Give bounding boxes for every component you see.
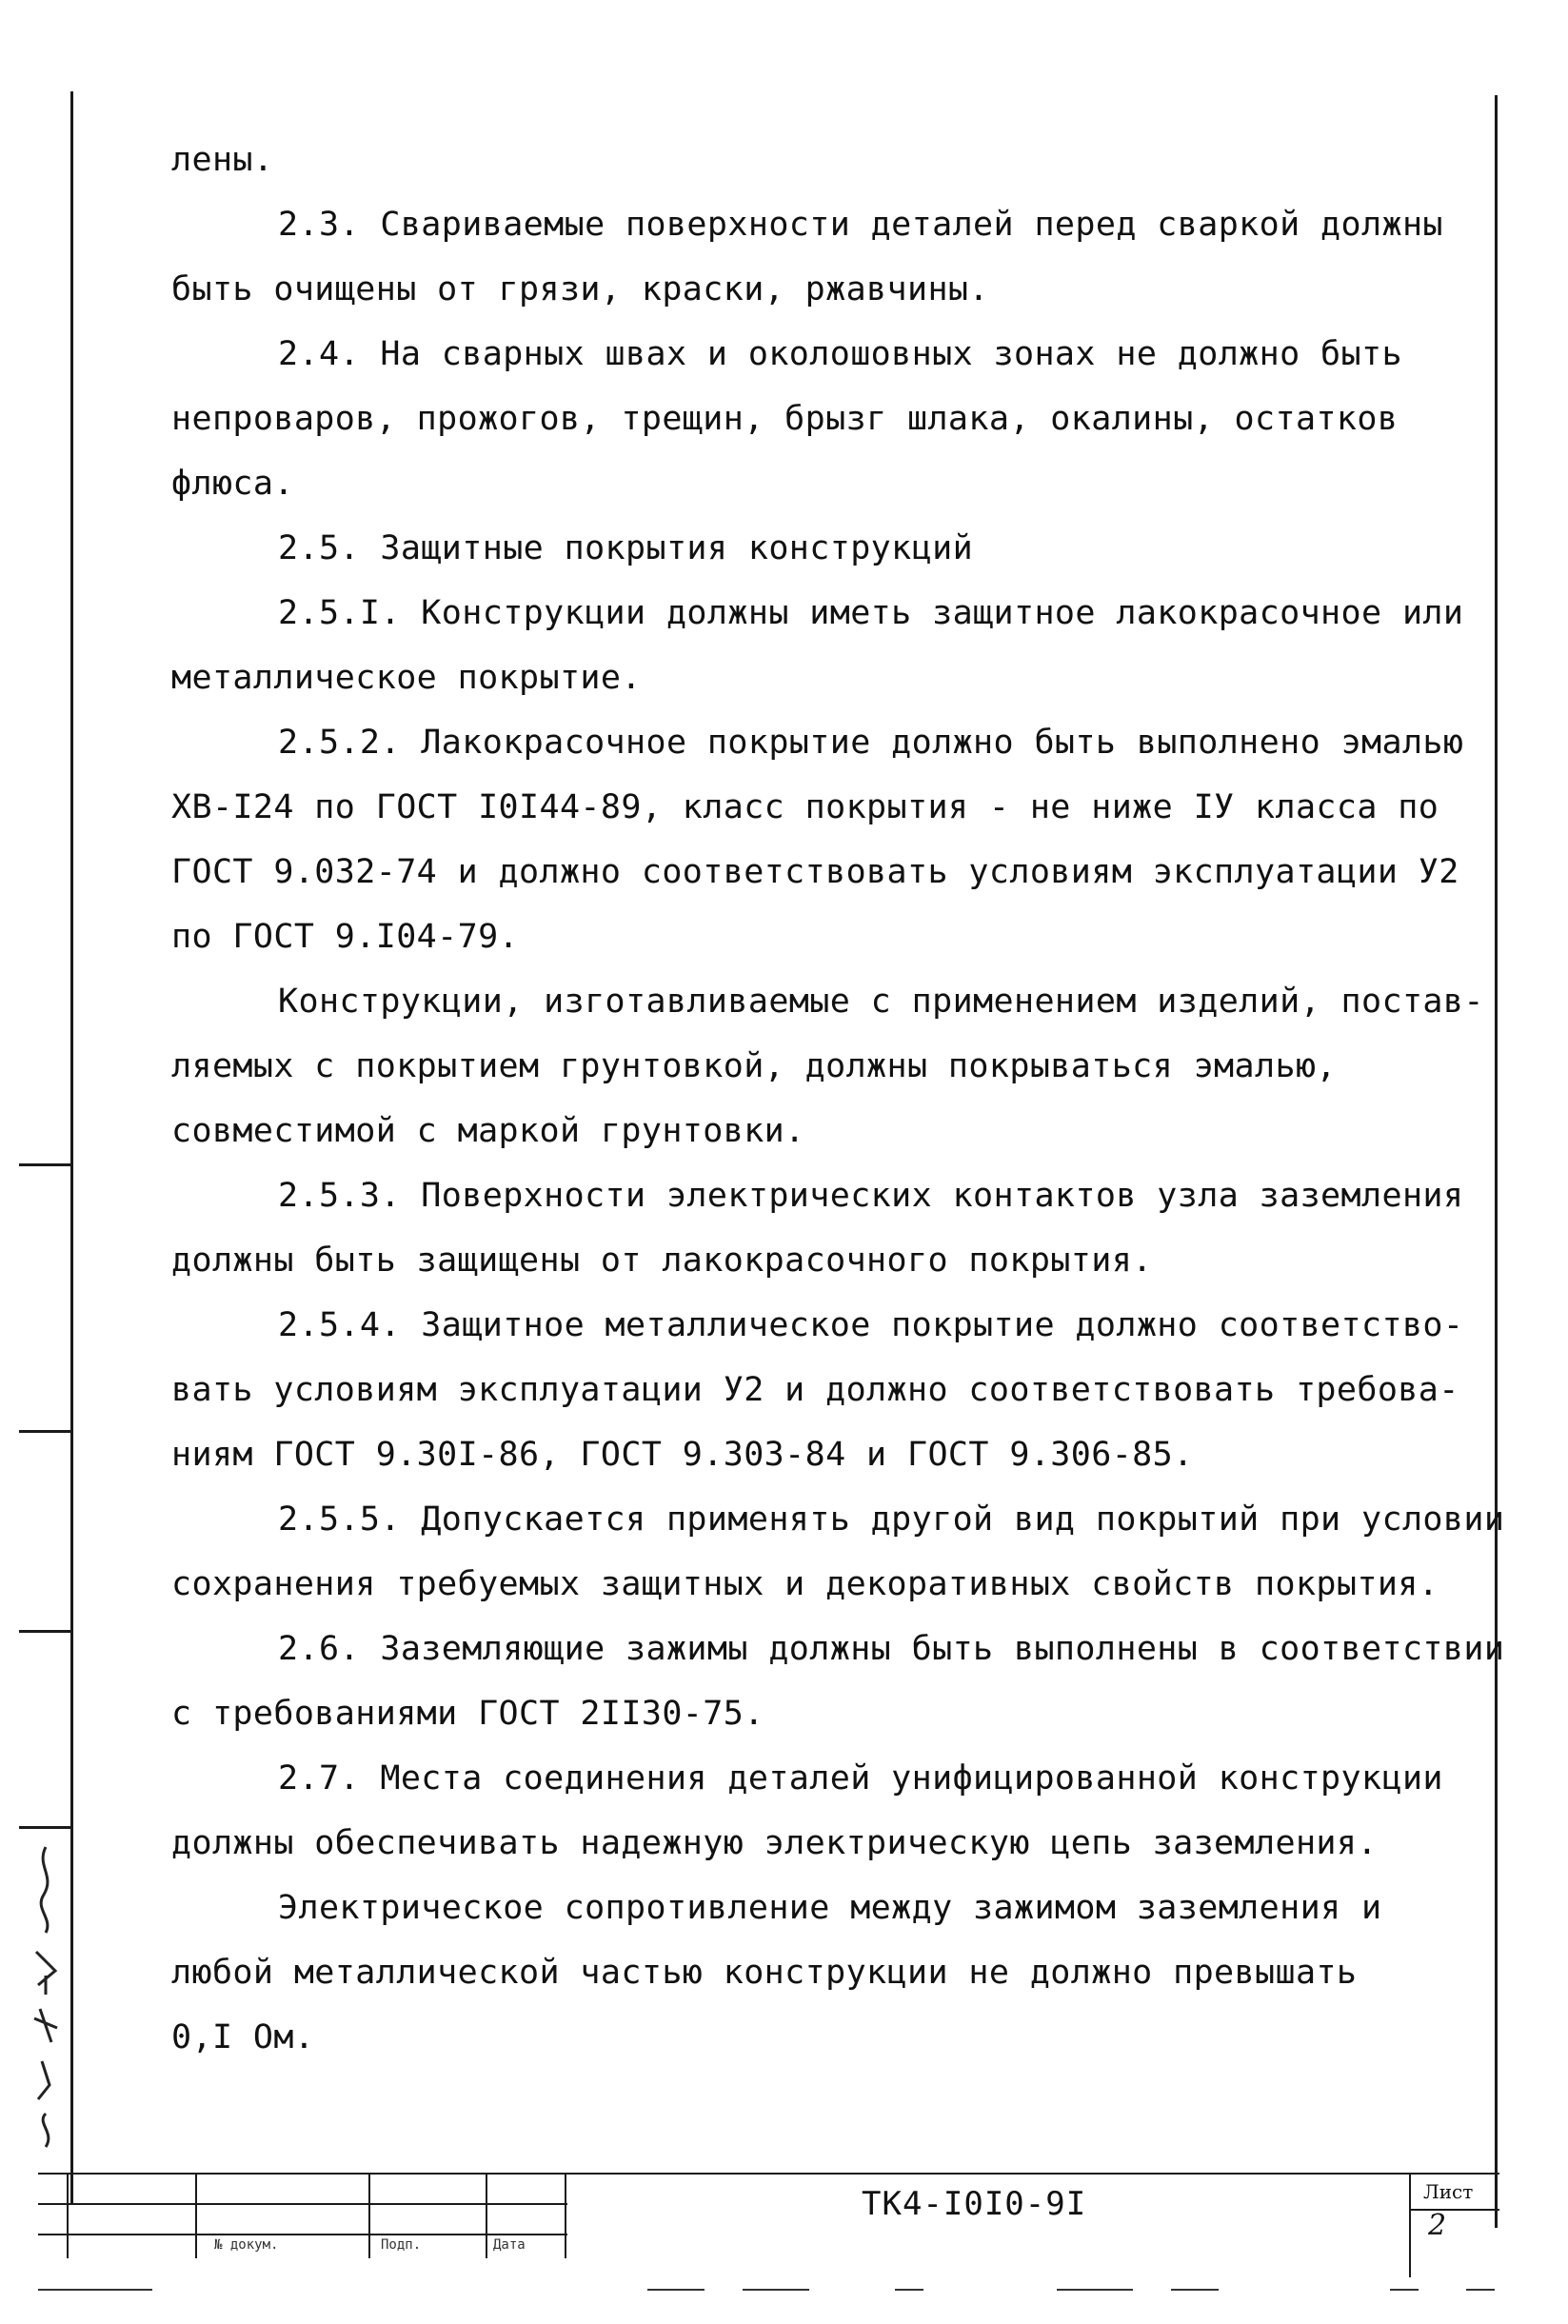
text-line: ГОСТ 9.032-74 и должно соответствовать условиям эксплуатации У2 <box>171 853 1459 891</box>
bottom-dash <box>38 2289 152 2291</box>
text-line: вать условиям эксплуатации У2 и должно соответствовать требова- <box>171 1371 1459 1409</box>
bottom-dash <box>647 2289 705 2291</box>
bottom-dash <box>1171 2289 1219 2291</box>
title-block-col-rule <box>67 2173 69 2258</box>
title-block-top-rule <box>38 2173 1499 2175</box>
text-line: должны обеспечивать надежную электрическую цепь заземления. <box>171 1824 1378 1862</box>
text-line: должны быть защищены от лакокрасочного покрытия. <box>171 1241 1153 1280</box>
title-block-row-rule <box>38 2203 567 2205</box>
title-block-col-rule <box>195 2173 197 2258</box>
margin-tick <box>19 1163 72 1166</box>
column-caption-date: Дата <box>493 2237 526 2253</box>
text-line: 2.5.4. Защитное металлическое покрытие должно соответство- <box>278 1306 1464 1344</box>
section-heading: 2.5. Защитные покрытия конструкций <box>278 529 974 567</box>
text-line: быть очищены от грязи, краски, ржавчины. <box>171 270 989 308</box>
title-block-col-rule <box>565 2173 566 2258</box>
text-line: металлическое покрытие. <box>171 659 642 697</box>
text-line: 2.4. На сварных швах и околошовных зонах не должно быть <box>278 335 1402 373</box>
text-line: 2.7. Места соединения деталей унифицированной конструкции <box>278 1759 1443 1798</box>
text-line: Электрическое сопротивление между зажимом заземления и <box>278 1889 1382 1927</box>
text-line: 2.5.3. Поверхности электрических контактов узла заземления <box>278 1177 1464 1215</box>
title-block-col-rule <box>368 2173 370 2258</box>
text-line: совместимой с маркой грунтовки. <box>171 1112 805 1150</box>
text-line: по ГОСТ 9.I04-79. <box>171 918 520 956</box>
text-line: любой металлической частью конструкции не должно превышать <box>171 1954 1358 1992</box>
margin-tick <box>19 1430 72 1433</box>
bottom-dash <box>1057 2289 1133 2291</box>
text-line: ниям ГОСТ 9.30I-86, ГОСТ 9.303-84 и ГОСТ 9.306-85. <box>171 1436 1194 1474</box>
title-block-row-rule <box>38 2234 567 2235</box>
bottom-dash <box>895 2289 923 2291</box>
text-line: непроваров, прожогов, трещин, брызг шлака, окалины, остатков <box>171 400 1399 438</box>
text-line: с требованиями ГОСТ 2II30-75. <box>171 1695 764 1733</box>
handwritten-margin-note <box>17 1828 74 2152</box>
bottom-dash <box>743 2289 809 2291</box>
document-code: ТК4-I0I0-9I <box>862 2185 1087 2223</box>
sheet-cell-divider <box>1409 2173 1411 2277</box>
text-line: ляемых с покрытием грунтовкой, должны покрываться эмалью, <box>171 1047 1337 1085</box>
text-line: лены. <box>171 141 274 179</box>
bottom-dash <box>1466 2289 1495 2291</box>
bottom-dash <box>1390 2289 1419 2291</box>
text-line: 2.5.5. Допускается применять другой вид покрытий при условии <box>278 1500 1505 1539</box>
title-block-col-rule <box>486 2173 487 2258</box>
text-line: флюса. <box>171 465 294 503</box>
sheet-cell-rule <box>1409 2209 1499 2211</box>
text-line: 2.5.2. Лакокрасочное покрытие должно быть выполнено эмалью <box>278 724 1464 762</box>
column-caption-sign: Подп. <box>381 2237 422 2253</box>
sheet-label: Лист <box>1423 2180 1474 2203</box>
column-caption-doc: № докум. <box>214 2237 279 2253</box>
text-line: 2.3. Свариваемые поверхности деталей перед сваркой должны <box>278 206 1443 244</box>
text-line: Конструкции, изготавливаемые с применением изделий, постав- <box>278 983 1484 1021</box>
text-line: сохранения требуемых защитных и декоративных свойств покрытия. <box>171 1565 1439 1603</box>
text-line: 0,I Ом. <box>171 2018 315 2056</box>
text-line: 2.5.I. Конструкции должны иметь защитное лакокрасочное или <box>278 594 1464 632</box>
text-line: 2.6. Заземляющие зажимы должны быть выполнены в соответствии <box>278 1630 1505 1668</box>
frame-right-border <box>1495 95 1498 2228</box>
sheet-number: 2 <box>1428 2209 1447 2242</box>
text-line: ХВ-I24 по ГОСТ I0I44-89, класс покрытия - не ниже IУ класса по <box>171 788 1439 826</box>
margin-tick <box>19 1630 72 1633</box>
